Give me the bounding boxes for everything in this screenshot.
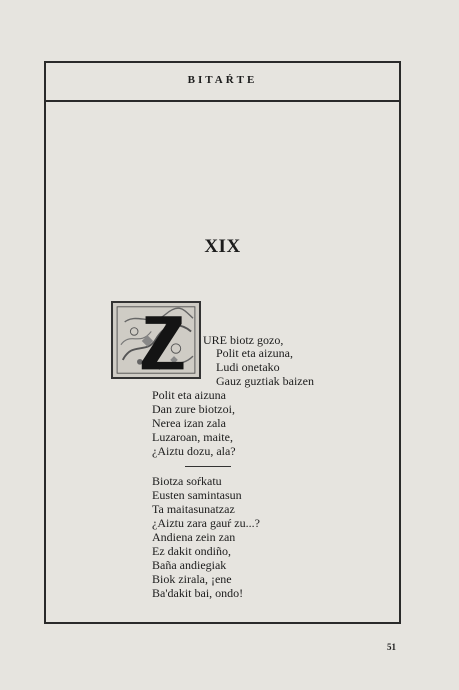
chapter-numeral: XIX: [204, 236, 241, 257]
poem-line: Ta maitasunatzaz: [152, 502, 235, 516]
poem-line: Luzaroan, maite,: [152, 430, 233, 444]
ornamental-initial: [111, 301, 201, 379]
poem-line: Biotza soŕkatu: [152, 474, 222, 488]
poem-line: Biok zirala, ¡ene: [152, 572, 232, 586]
poem-line: Gauz guztiak baizen: [216, 374, 314, 388]
poem-line: Ludi onetako: [216, 360, 280, 374]
poem-line: Ba'dakit bai, ondo!: [152, 586, 244, 600]
poem-line: Eusten samintasun: [152, 488, 242, 502]
poem-line: Polit eta aizuna,: [216, 346, 293, 360]
poem-line: Polit eta aizuna: [152, 388, 226, 402]
page-number: 51: [387, 642, 396, 652]
poem-line: Ez dakit ondiño,: [152, 544, 231, 558]
poem-line: Nerea izan zala: [152, 416, 226, 430]
running-title: BITAŔTE: [187, 74, 258, 86]
poem-line: Dan zure biotzoi,: [152, 402, 235, 416]
stanza-divider: [185, 466, 231, 467]
poem-line: Andiena zein zan: [152, 530, 236, 544]
poem-line: Baña andiegiak: [152, 558, 227, 572]
poem-line: URE biotz gozo,: [203, 333, 284, 347]
ornamental-initial-art: [113, 303, 199, 377]
poem-line: ¿Aiztu zara gauŕ zu...?: [152, 516, 260, 530]
poem-line: ¿Aiztu dozu, ala?: [152, 444, 236, 458]
header-rule: [44, 100, 401, 102]
